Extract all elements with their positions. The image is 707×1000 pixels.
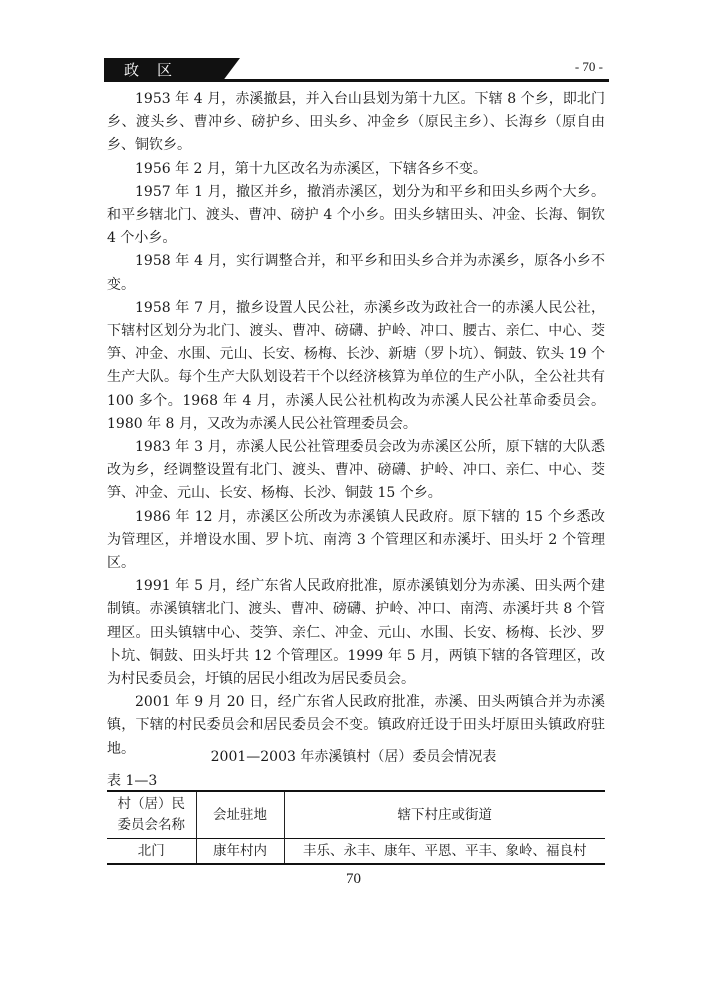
paragraph-1986: 1986 年 12 月，赤溪区公所改为赤溪镇人民政府。原下辖的 15 个乡悉改为管理区，并增设水围、罗卜坑、南湾 3 个管理区和赤溪圩、田头圩 2 个管理区。 <box>107 508 605 572</box>
paragraph-1983: 1983 年 3 月，赤溪人民公社管理委员会改为赤溪区公所，原下辖的大队悉改为乡，经调整设置有北门、渡头、曹冲、磅礴、护岭、冲口、亲仁、中心、茭笋、冲金、元山、长安、杨梅、长沙、铜鼓 15 个乡。 <box>107 439 605 502</box>
body-text <box>107 88 605 761</box>
paragraph-1956: 1956 年 2 月，第十九区改名为赤溪区，下辖各乡不变。 <box>135 160 487 177</box>
table-title: 2001—2003 年赤溪镇村（居）委员会情况表 <box>210 749 497 765</box>
header-page-label: - 70 - <box>574 59 603 74</box>
header-rule <box>104 79 609 82</box>
table-label: 表 1—3 <box>107 773 158 789</box>
paragraph-1991: 1991 年 5 月，经广东省人民政府批准，原赤溪镇划分为赤溪、田头两个建制镇。赤溪镇辖北门、渡头、曹冲、磅礴、护岭、冲口、南湾、赤溪圩共 8 个管理区。田头镇辖中心、茭笋、亲仁、冲金、元山、水围、长安、杨梅、长沙、罗卜坑、铜鼓、田头圩共 12 个管理区。1999 年 5 月，两镇下辖的各管理区，改为村民委员会，圩镇的居民小组改为居民委员会。 <box>107 578 605 688</box>
cell-committee-name: 北门 <box>137 843 165 859</box>
paragraph-2001: 2001 年 9 月 20 日，经广东省人民政府批准，赤溪、田头两镇合并为赤溪镇，下辖的村民委员会和居民委员会不变。镇政府迁设于田头圩原田头镇政府驻地。 <box>107 694 605 757</box>
village-committee-table <box>107 790 605 865</box>
paragraph-1958-april: 1958 年 4 月，实行调整合并，和平乡和田头乡合并为赤溪乡，原各小乡不变。 <box>107 253 605 293</box>
header-office: 会址驻地 <box>196 791 284 839</box>
table-header-row <box>107 791 605 839</box>
paragraph-1953: 1953 年 4 月，赤溪撤县，并入台山县划为第十九区。下辖 8 个乡，即北门乡、渡头乡、曹冲乡、磅护乡、田头乡、冲金乡（原民主乡）、长海乡（原自由乡、铜钦乡。 <box>107 91 605 154</box>
cell-villages: 丰乐、永丰、康年、平恩、平丰、象岭、福良村 <box>284 839 605 865</box>
header-committee-name <box>107 791 196 839</box>
page-number: 70 <box>346 871 361 887</box>
page-header <box>104 58 609 82</box>
paragraph-1958-july: 1958 年 7 月，撤乡设置人民公社，赤溪乡改为政社合一的赤溪人民公社，下辖村区划分为北门、渡头、曹冲、磅礴、护岭、冲口、腰古、亲仁、中心、茭笋、冲金、水围、元山、长安、杨梅、长沙、新塘（罗卜坑）、铜鼓、钦头 19 个生产大队。每个生产大队划设若干个以经济核算为单位的生产小队，全公社共有 100 多个。1968 年 4 月，赤溪人民公社机构改为赤溪人民公社革命委员会。1980 年 8 月，又改为赤溪人民公社管理委员会。 <box>107 299 605 432</box>
table-row <box>107 839 605 865</box>
cell-office: 康年村内 <box>196 839 284 865</box>
section-tab: 政区 <box>104 58 222 82</box>
header-villages: 辖下村庄或街道 <box>284 791 605 839</box>
header-committee-name-line2: 委员会名称 <box>117 817 185 833</box>
paragraph-1957: 1957 年 1 月，撤区并乡，撤消赤溪区，划分为和平乡和田头乡两个大乡。和平乡辖北门、渡头、曹冲、磅护 4 个小乡。田头乡辖田头、冲金、长海、铜钦 4 个小乡。 <box>107 183 605 247</box>
header-committee-name-line1: 村（居）民 <box>117 796 185 812</box>
